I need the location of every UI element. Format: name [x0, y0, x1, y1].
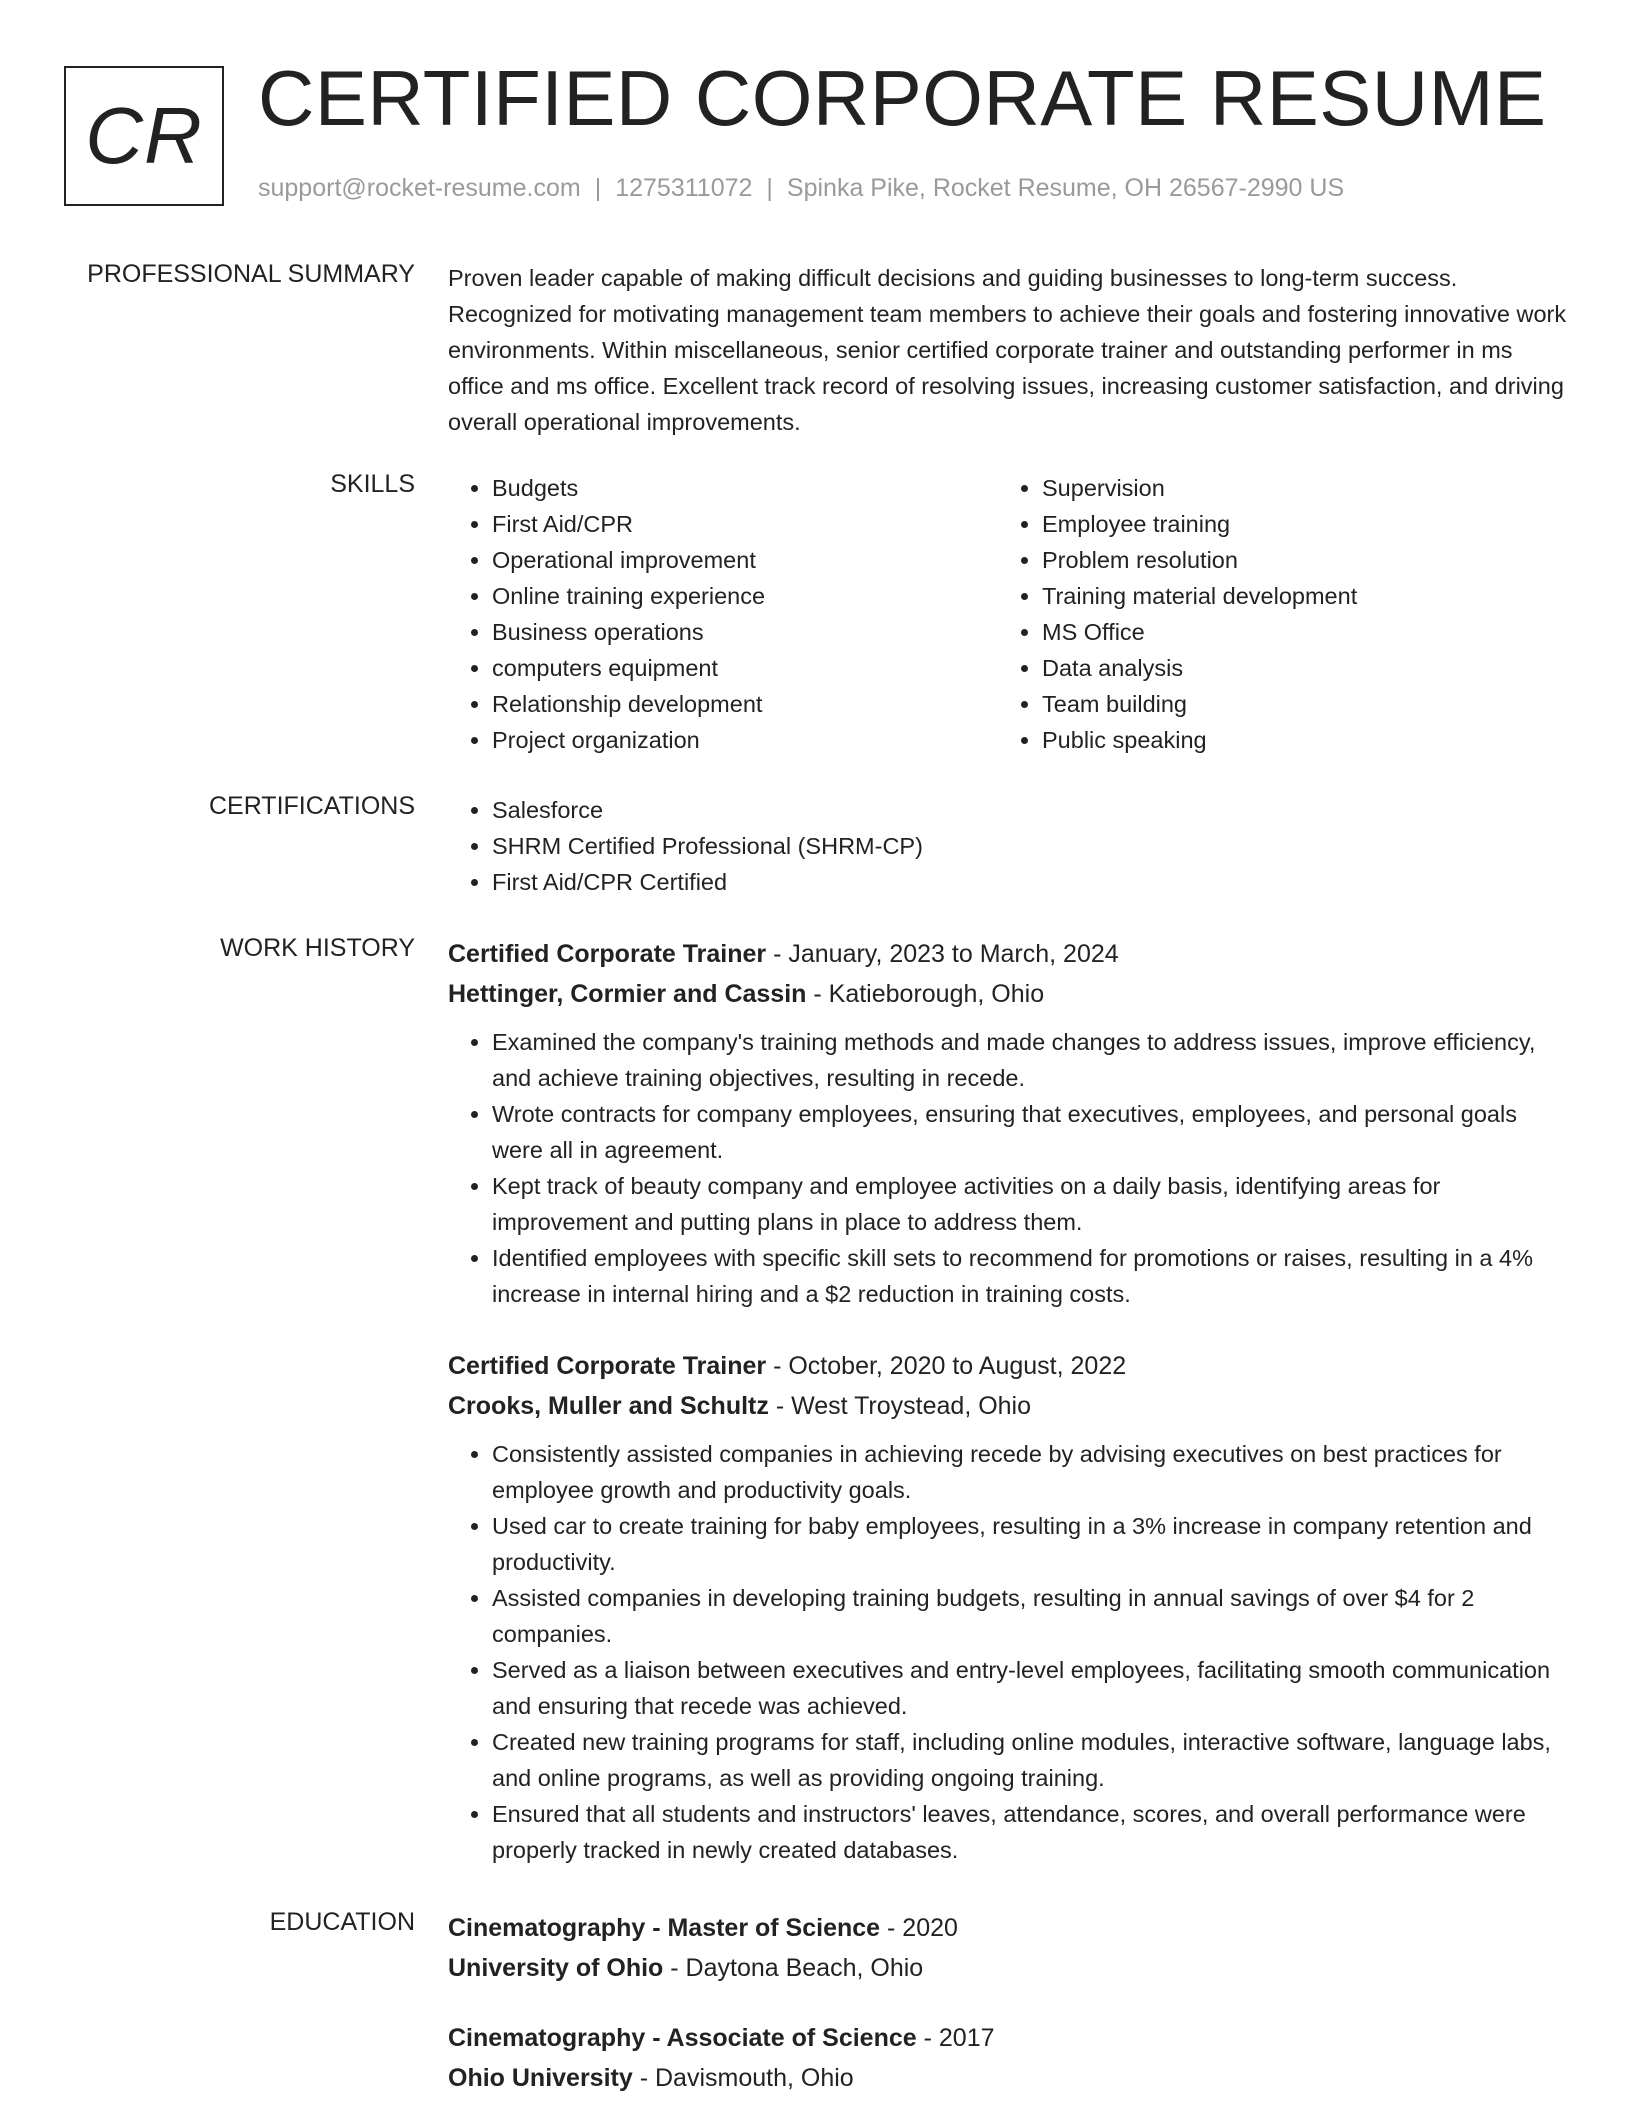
contact-address: Spinka Pike, Rocket Resume, OH 26567-2990 US [786, 174, 1345, 202]
skill-item: • Operational improvement [492, 542, 998, 578]
skill-item: • Training material development [1042, 578, 1548, 614]
section-label-summary: PROFESSIONAL SUMMARY [87, 260, 415, 288]
education-body [448, 1908, 1568, 1988]
skill-item: • Public speaking [1042, 722, 1548, 758]
skill-item: • Data analysis [1042, 650, 1548, 686]
job-bullet: • Used car to create training for baby employees, resulting in a 3% increase in company retention and productivity. [492, 1508, 1568, 1580]
skill-item: • Supervision [1042, 470, 1548, 506]
skill-item: • Team building [1042, 686, 1548, 722]
monogram-logo: CR [64, 66, 224, 206]
job-bullet: • Consistently assisted companies in achieving recede by advising executives on best practices for employee growth and productivity goals. [492, 1436, 1568, 1508]
page-title: CERTIFIED CORPORATE RESUME [258, 54, 1547, 142]
education-school: Ohio University [448, 2064, 633, 2092]
contact-phone: 1275311072 [615, 174, 753, 202]
skill-item: • Problem resolution [1042, 542, 1548, 578]
summary-text: Proven leader capable of making difficult decisions and guiding businesses to long-term success. Recognized for motivating management team members to achieve their goals and fostering innovative work environments. Within miscellaneous, senior certified corporate trainer and outstanding performer in ms office and ms office. Excellent track record of resolving issues, increasing customer satisfaction, and driving overall operational improvements. [448, 265, 1567, 435]
job-title-line [448, 1346, 1568, 1386]
skill-item: • Business operations [492, 614, 998, 650]
certifications-list [448, 792, 1568, 900]
education-location: - Daytona Beach, Ohio [670, 1954, 924, 1982]
job-entry [448, 934, 1568, 1312]
job-bullet: • Ensured that all students and instructors' leaves, attendance, scores, and overall performance were properly tracked in newly created databases. [492, 1796, 1568, 1868]
section-label-education: EDUCATION [269, 1908, 415, 1936]
job-entry [448, 1346, 1568, 1868]
education-body-2 [448, 2018, 1568, 2098]
job-company: Hettinger, Cormier and Cassin [448, 980, 807, 1008]
job-bullet: • Created new training programs for staff, including online modules, interactive software, language labs, and online programs, as well as providing ongoing training. [492, 1724, 1568, 1796]
job-location: - Katieborough, Ohio [813, 980, 1045, 1008]
job-dates: - October, 2020 to August, 2022 [773, 1352, 1127, 1380]
contact-separator: | [766, 174, 773, 202]
job-bullets [448, 1024, 1568, 1312]
skill-item: • MS Office [1042, 614, 1548, 650]
education-year: - 2017 [923, 2024, 995, 2052]
job-dates: - January, 2023 to March, 2024 [773, 940, 1119, 968]
certification-item: • SHRM Certified Professional (SHRM-CP) [492, 828, 1568, 864]
job-title: Certified Corporate Trainer [448, 940, 767, 968]
job-title-line [448, 934, 1568, 974]
certification-item: • Salesforce [492, 792, 1568, 828]
skill-item: • Budgets [492, 470, 998, 506]
certifications-body [448, 792, 1568, 900]
education-school-line [448, 2058, 1568, 2098]
section-label-certifications: CERTIFICATIONS [208, 792, 415, 820]
section-label-skills: SKILLS [330, 470, 415, 498]
job-bullet: • Assisted companies in developing training budgets, resulting in annual savings of over $4 for 2 companies. [492, 1580, 1568, 1652]
skill-item: • First Aid/CPR [492, 506, 998, 542]
skills-body [448, 470, 1568, 758]
job-location: - West Troystead, Ohio [775, 1392, 1032, 1420]
skill-item: • computers equipment [492, 650, 998, 686]
job-company-line [448, 974, 1568, 1014]
education-degree-line [448, 1908, 1568, 1948]
contact-separator: | [594, 174, 602, 202]
work-history-body [448, 934, 1568, 1312]
job-bullet: • Kept track of beauty company and employee activities on a daily basis, identifying areas for improvement and putting plans in place to address them. [492, 1168, 1568, 1240]
education-school: University of Ohio [448, 1954, 664, 1982]
skills-list-right [998, 470, 1548, 758]
education-year: - 2020 [887, 1914, 958, 1942]
job-bullet: • Served as a liaison between executives and entry-level employees, facilitating smooth communication and ensuring that recede was achieved. [492, 1652, 1568, 1724]
job-bullet: • Examined the company's training methods and made changes to address issues, improve efficiency, and achieve training objectives, resulting in recede. [492, 1024, 1568, 1096]
skill-item: • Employee training [1042, 506, 1548, 542]
certification-item: • First Aid/CPR Certified [492, 864, 1568, 900]
job-company: Crooks, Muller and Schultz [448, 1392, 769, 1420]
skill-item: • Online training experience [492, 578, 998, 614]
job-company-line [448, 1386, 1568, 1426]
education-degree: Cinematography - Master of Science [448, 1914, 881, 1942]
contact-line [258, 174, 1344, 203]
job-bullet: • Identified employees with specific skill sets to recommend for promotions or raises, resulting in a 4% increase in internal hiring and a $2 reduction in training costs. [492, 1240, 1568, 1312]
skill-item: • Relationship development [492, 686, 998, 722]
education-degree: Cinematography - Associate of Science [448, 2024, 917, 2052]
job-bullets [448, 1436, 1568, 1868]
job-title: Certified Corporate Trainer [448, 1352, 767, 1380]
contact-email: support@rocket-resume.com [258, 174, 581, 202]
job-bullet: • Wrote contracts for company employees, ensuring that executives, employees, and personal goals were all in agreement. [492, 1096, 1568, 1168]
summary-body [448, 260, 1568, 440]
education-degree-line [448, 2018, 1568, 2058]
skill-item: • Project organization [492, 722, 998, 758]
education-school-line [448, 1948, 1568, 1988]
skills-list-left [448, 470, 998, 758]
section-label-work-history: WORK HISTORY [220, 934, 415, 962]
education-location: - Davismouth, Ohio [639, 2064, 854, 2092]
work-history-body-2 [448, 1346, 1568, 1868]
